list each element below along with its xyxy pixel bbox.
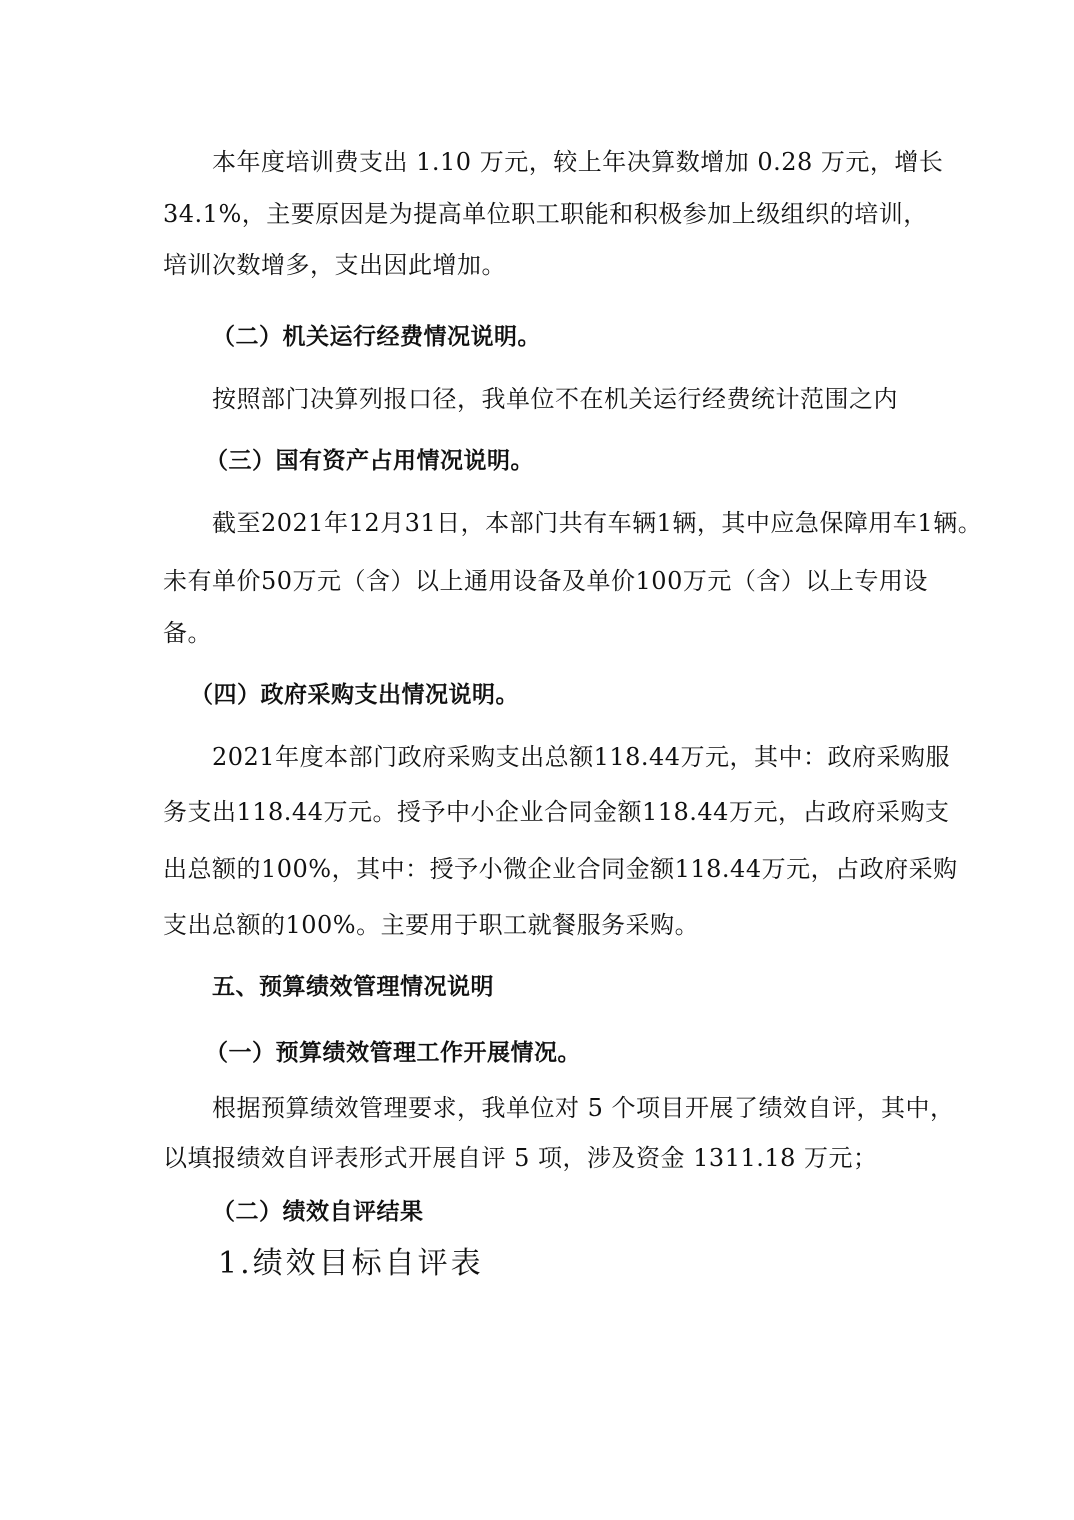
paragraph-assets-line-1: 截至2021年12月31日，本部门共有车辆1辆，其中应急保障用车1辆。 <box>212 509 983 537</box>
paragraph-performance-line-2: 以填报绩效自评表形式开展自评 5 项，涉及资金 1311.18 万元； <box>163 1144 878 1172</box>
heading-performance-work: （一）预算绩效管理工作开展情况。 <box>205 1040 581 1066</box>
paragraph-assets-line-3: 备。 <box>163 619 212 647</box>
paragraph-procurement-line-1: 2021年度本部门政府采购支出总额118.44万元，其中：政府采购服 <box>212 743 951 771</box>
section-budget-performance: 五、预算绩效管理情况说明 <box>212 974 494 1000</box>
paragraph-training-line-3: 培训次数增多，支出因此增加。 <box>163 251 506 279</box>
paragraph-procurement-line-3: 出总额的100%，其中：授予小微企业合同金额118.44万元，占政府采购 <box>163 855 958 883</box>
paragraph-procurement-line-4: 支出总额的100%。主要用于职工就餐服务采购。 <box>163 911 700 939</box>
subheading-performance-table: 1.绩效目标自评表 <box>218 1246 484 1281</box>
paragraph-performance-line-1: 根据预算绩效管理要求，我单位对 5 个项目开展了绩效自评，其中， <box>212 1094 955 1122</box>
heading-operating-expenses: （二）机关运行经费情况说明。 <box>212 324 541 350</box>
heading-state-assets: （三）国有资产占用情况说明。 <box>205 448 534 474</box>
heading-procurement: （四）政府采购支出情况说明。 <box>190 682 519 708</box>
paragraph-training-line-1: 本年度培训费支出 1.10 万元，较上年决算数增加 0.28 万元，增长 <box>212 148 944 176</box>
paragraph-operating: 按照部门决算列报口径，我单位不在机关运行经费统计范围之内 <box>212 385 898 413</box>
paragraph-training-line-2: 34.1%，主要原因是为提高单位职工职能和积极参加上级组织的培训， <box>163 200 928 228</box>
paragraph-procurement-line-2: 务支出118.44万元。授予中小企业合同金额118.44万元，占政府采购支 <box>163 798 950 826</box>
paragraph-assets-line-2: 未有单价50万元（含）以上通用设备及单价100万元（含）以上专用设 <box>163 567 928 595</box>
heading-self-evaluation-results: （二）绩效自评结果 <box>212 1199 424 1225</box>
